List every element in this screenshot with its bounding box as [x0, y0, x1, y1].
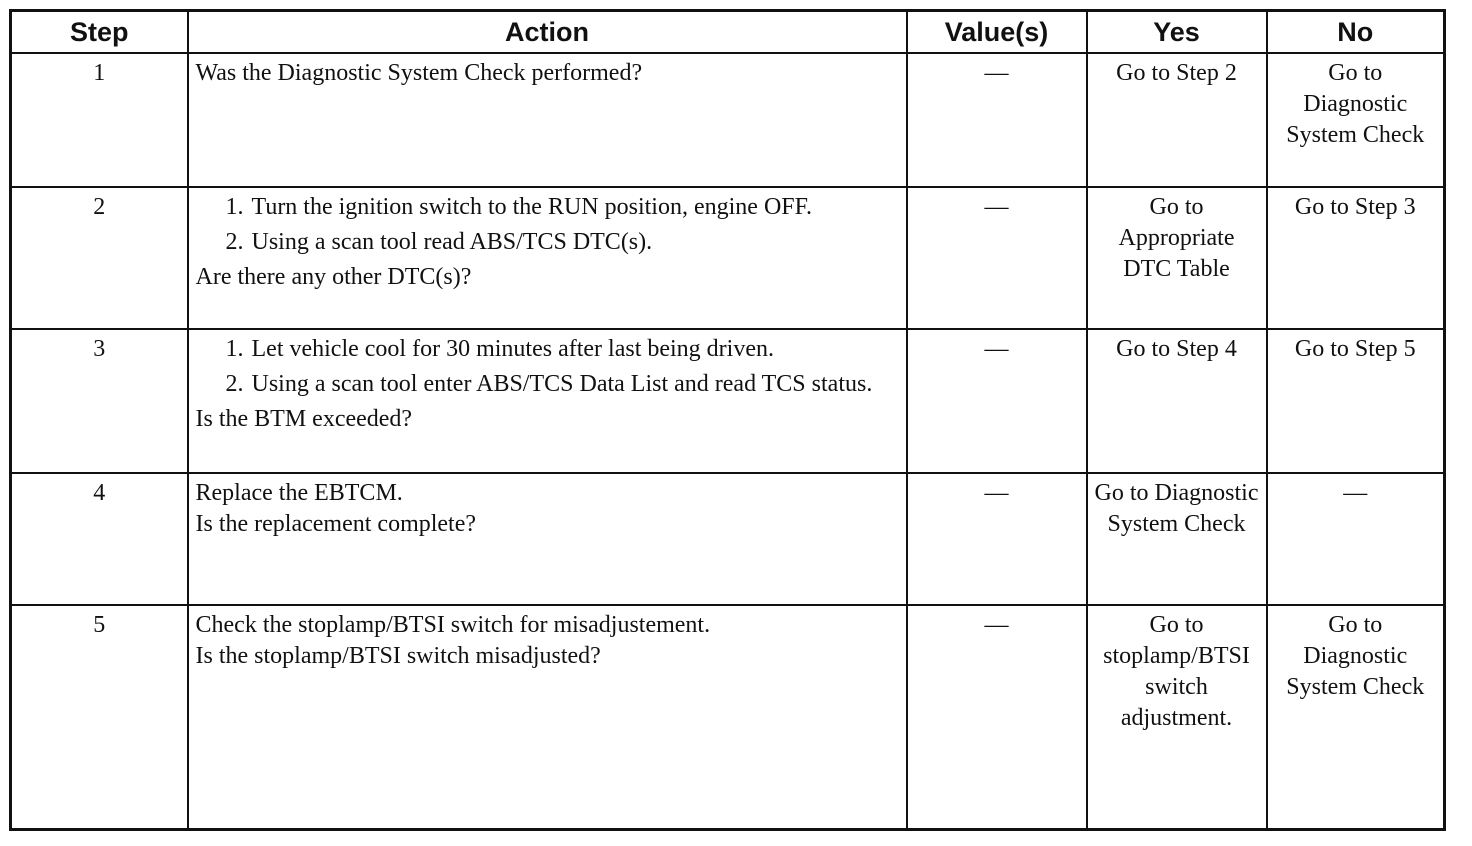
action-step: 1. Turn the ignition switch to the RUN position, engine OFF.	[250, 192, 899, 223]
yes-cell: Go to Appropriate DTC Table	[1087, 187, 1267, 329]
step-number: 2	[11, 187, 188, 329]
action-step: 2. Using a scan tool enter ABS/TCS Data List and read TCS status.	[250, 369, 899, 400]
no-cell: Go to Diagnostic System Check	[1267, 53, 1445, 187]
value-cell: —	[907, 473, 1087, 605]
table-row	[11, 53, 1445, 187]
header-no: No	[1267, 11, 1445, 54]
action-cell	[188, 329, 907, 473]
header-values: Value(s)	[907, 11, 1087, 54]
yes-cell: Go to stoplamp/BTSI switch adjustment.	[1087, 605, 1267, 830]
header-row	[11, 11, 1445, 54]
no-cell: Go to Step 5	[1267, 329, 1445, 473]
step-number: 5	[11, 605, 188, 830]
value-cell: —	[907, 53, 1087, 187]
action-text: Check the stoplamp/BTSI switch for misadjustement.	[195, 612, 711, 638]
step-number: 3	[11, 329, 188, 473]
table-row	[11, 329, 1445, 473]
table-row	[11, 473, 1445, 605]
table-row	[11, 187, 1445, 329]
action-cell	[188, 605, 907, 830]
yes-cell: Go to Step 2	[1087, 53, 1267, 187]
header-action: Action	[188, 11, 907, 54]
value-cell: —	[907, 605, 1087, 830]
no-cell: —	[1267, 473, 1445, 605]
action-text: Was the Diagnostic System Check performed?	[195, 60, 643, 86]
step-number: 1	[11, 53, 188, 187]
header-yes: Yes	[1087, 11, 1267, 54]
step-number: 4	[11, 473, 188, 605]
action-cell	[188, 473, 907, 605]
action-question: Is the stoplamp/BTSI switch misadjusted?	[195, 643, 601, 669]
action-question: Is the replacement complete?	[195, 511, 477, 537]
header-step: Step	[11, 11, 188, 54]
action-step: 2. Using a scan tool read ABS/TCS DTC(s).	[250, 227, 899, 258]
action-text: Replace the EBTCM.	[195, 480, 403, 506]
action-cell	[188, 187, 907, 329]
yes-cell: Go to Diagnostic System Check	[1087, 473, 1267, 605]
action-cell	[188, 53, 907, 187]
action-question: Is the BTM exceeded?	[195, 406, 413, 432]
table-row	[11, 605, 1445, 830]
value-cell: —	[907, 187, 1087, 329]
action-step: 1. Let vehicle cool for 30 minutes after last being driven.	[250, 334, 899, 365]
action-steps-list	[196, 192, 899, 258]
yes-cell: Go to Step 4	[1087, 329, 1267, 473]
diagnostic-table	[9, 9, 1446, 831]
no-cell: Go to Diagnostic System Check	[1267, 605, 1445, 830]
value-cell: —	[907, 329, 1087, 473]
no-cell: Go to Step 3	[1267, 187, 1445, 329]
action-steps-list	[196, 334, 899, 400]
action-question: Are there any other DTC(s)?	[195, 264, 472, 290]
